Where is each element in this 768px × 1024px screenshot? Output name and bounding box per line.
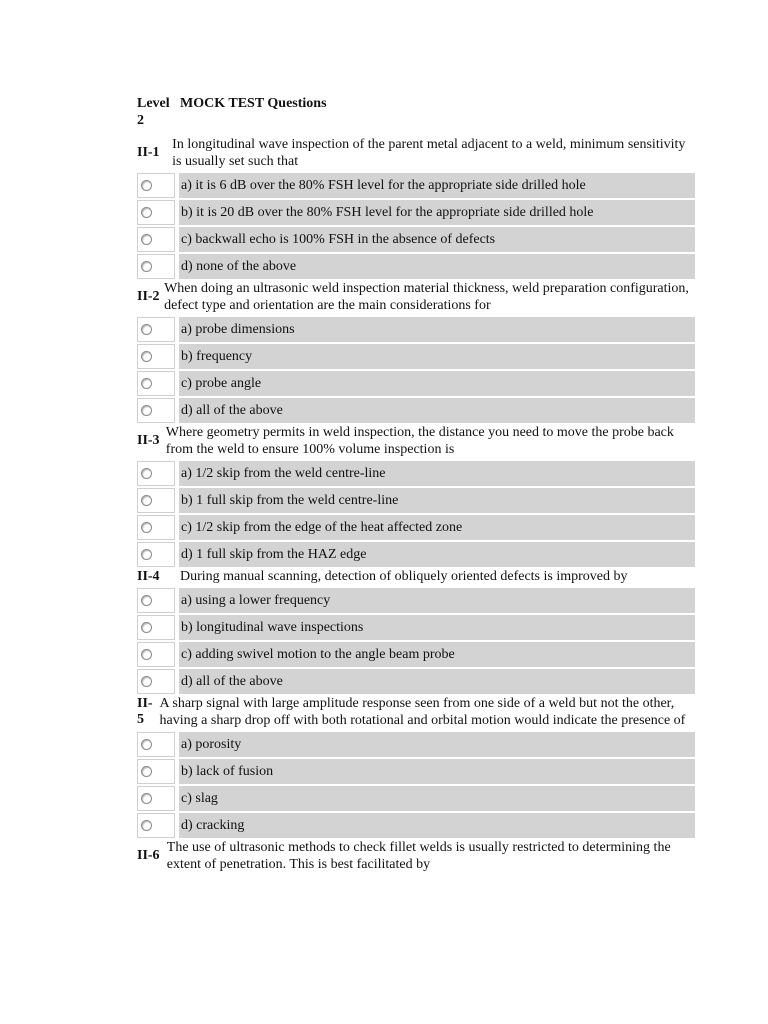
answer-option-text[interactable]: d) none of the above <box>179 254 695 279</box>
radio-cell <box>137 344 175 369</box>
radio-button-icon[interactable] <box>141 820 152 831</box>
question-text: When doing an ultrasonic weld inspection material thickness, weld preparation configuration, defect type and orientation are the main considerations for <box>164 281 689 313</box>
answer-option[interactable] <box>137 254 695 279</box>
question-number: II-4 <box>137 568 160 584</box>
radio-button-icon[interactable] <box>141 522 152 533</box>
quiz-title: MOCK TEST Questions <box>180 96 327 111</box>
radio-button-icon[interactable] <box>141 207 152 218</box>
question-number: II-2 <box>137 289 160 304</box>
answer-option[interactable] <box>137 669 695 694</box>
radio-cell <box>137 759 175 784</box>
radio-button-icon[interactable] <box>141 739 152 750</box>
radio-button-icon[interactable] <box>141 180 152 191</box>
radio-button-icon[interactable] <box>141 549 152 560</box>
answer-option-text[interactable]: b) lack of fusion <box>179 759 695 784</box>
radio-button-icon[interactable] <box>141 405 152 416</box>
answer-option-text[interactable]: c) 1/2 skip from the edge of the heat affected zone <box>179 515 695 540</box>
answer-option[interactable] <box>137 588 695 613</box>
answer-option[interactable] <box>137 371 695 396</box>
question-row <box>137 279 695 315</box>
radio-button-icon[interactable] <box>141 351 152 362</box>
answer-option[interactable] <box>137 732 695 757</box>
question-number: II-6 <box>137 848 160 863</box>
question-text: In longitudinal wave inspection of the parent metal adjacent to a weld, minimum sensitivity is usually set such that <box>172 137 686 169</box>
radio-button-icon[interactable] <box>141 793 152 804</box>
answer-option-text[interactable]: d) cracking <box>179 813 695 838</box>
radio-cell <box>137 317 175 342</box>
radio-button-icon[interactable] <box>141 622 152 633</box>
radio-button-icon[interactable] <box>141 324 152 335</box>
answer-option[interactable] <box>137 515 695 540</box>
question-text: Where geometry permits in weld inspection, the distance you need to move the probe back from the weld to ensure 100% volume inspection is <box>165 425 674 457</box>
radio-cell <box>137 588 175 613</box>
radio-button-icon[interactable] <box>141 378 152 389</box>
radio-cell <box>137 515 175 540</box>
question-number: II-5 <box>137 696 153 727</box>
radio-cell <box>137 200 175 225</box>
radio-cell <box>137 173 175 198</box>
quiz-header <box>137 95 695 135</box>
radio-button-icon[interactable] <box>141 234 152 245</box>
question-number: II-1 <box>137 145 160 160</box>
answer-option-text[interactable]: b) it is 20 dB over the 80% FSH level for the appropriate side drilled hole <box>179 200 695 225</box>
radio-button-icon[interactable] <box>141 766 152 777</box>
quiz-sheet <box>137 95 695 874</box>
question-text: During manual scanning, detection of obliquely oriented defects is improved by <box>180 569 628 584</box>
answer-option-text[interactable]: b) 1 full skip from the weld centre-line <box>179 488 695 513</box>
question-list <box>137 135 695 874</box>
radio-cell <box>137 371 175 396</box>
answer-option-text[interactable]: d) all of the above <box>179 669 695 694</box>
answer-option[interactable] <box>137 398 695 423</box>
radio-cell <box>137 542 175 567</box>
radio-button-icon[interactable] <box>141 261 152 272</box>
radio-cell <box>137 732 175 757</box>
radio-cell <box>137 227 175 252</box>
question-text: The use of ultrasonic methods to check fillet welds is usually restricted to determining the extent of penetration. This is best facilitated by <box>166 840 671 872</box>
answer-option-text[interactable]: b) longitudinal wave inspections <box>179 615 695 640</box>
question-row <box>137 838 695 874</box>
question-row <box>137 694 695 730</box>
answer-option-text[interactable]: a) porosity <box>179 732 695 757</box>
radio-cell <box>137 615 175 640</box>
question-row <box>137 135 695 171</box>
answer-option-text[interactable]: c) adding swivel motion to the angle beam probe <box>179 642 695 667</box>
question-row <box>137 567 695 586</box>
radio-cell <box>137 786 175 811</box>
radio-button-icon[interactable] <box>141 468 152 479</box>
answer-option[interactable] <box>137 488 695 513</box>
answer-option[interactable] <box>137 200 695 225</box>
level-label: Level 2 <box>137 96 170 128</box>
radio-cell <box>137 398 175 423</box>
question-number: II-3 <box>137 433 160 448</box>
answer-option-text[interactable]: c) backwall echo is 100% FSH in the absence of defects <box>179 227 695 252</box>
answer-option[interactable] <box>137 615 695 640</box>
radio-cell <box>137 488 175 513</box>
question-text: A sharp signal with large amplitude response seen from one side of a weld but not the other, having a sharp drop off with both rotational and orbital motion would indicate the presence of <box>159 696 686 728</box>
question-row <box>137 423 695 459</box>
answer-option[interactable] <box>137 759 695 784</box>
radio-cell <box>137 461 175 486</box>
answer-option[interactable] <box>137 227 695 252</box>
answer-option[interactable] <box>137 344 695 369</box>
answer-option-text[interactable]: a) 1/2 skip from the weld centre-line <box>179 461 695 486</box>
radio-cell <box>137 642 175 667</box>
radio-button-icon[interactable] <box>141 676 152 687</box>
answer-option-text[interactable]: d) all of the above <box>179 398 695 423</box>
answer-option[interactable] <box>137 786 695 811</box>
answer-option[interactable] <box>137 642 695 667</box>
answer-option-text[interactable]: a) using a lower frequency <box>179 588 695 613</box>
answer-option[interactable] <box>137 542 695 567</box>
answer-option-text[interactable]: d) 1 full skip from the HAZ edge <box>179 542 695 567</box>
answer-option-text[interactable]: b) frequency <box>179 344 695 369</box>
answer-option-text[interactable]: a) probe dimensions <box>179 317 695 342</box>
radio-button-icon[interactable] <box>141 495 152 506</box>
radio-cell <box>137 669 175 694</box>
answer-option-text[interactable]: a) it is 6 dB over the 80% FSH level for the appropriate side drilled hole <box>179 173 695 198</box>
radio-cell <box>137 254 175 279</box>
radio-cell <box>137 813 175 838</box>
answer-option-text[interactable]: c) slag <box>179 786 695 811</box>
radio-button-icon[interactable] <box>141 595 152 606</box>
answer-option-text[interactable]: c) probe angle <box>179 371 695 396</box>
answer-option[interactable] <box>137 173 695 198</box>
radio-button-icon[interactable] <box>141 649 152 660</box>
answer-option[interactable] <box>137 813 695 838</box>
answer-option[interactable] <box>137 461 695 486</box>
answer-option[interactable] <box>137 317 695 342</box>
